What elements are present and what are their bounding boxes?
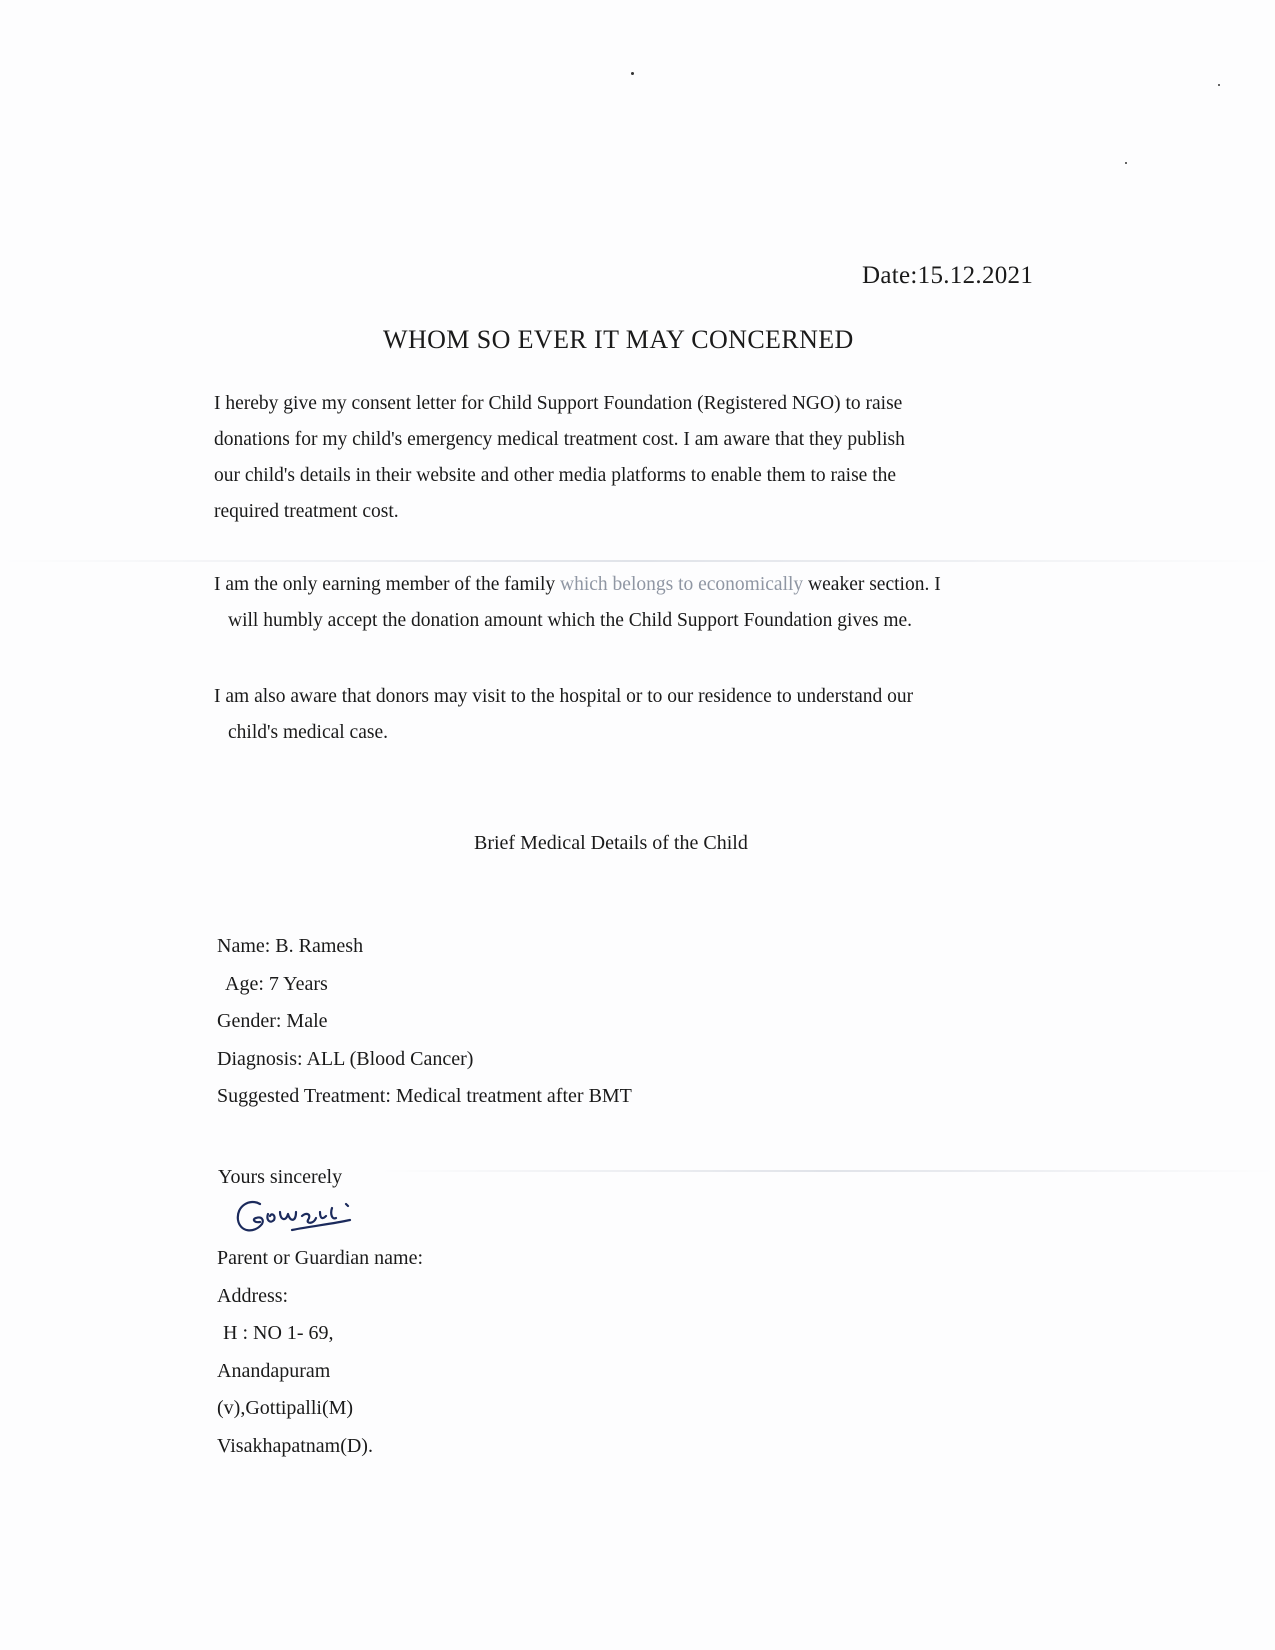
paragraph-line: our child's details in their website and other media platforms to enable them to raise the [214,465,897,486]
medical-details-list [217,928,632,1116]
address-line: Visakhapatnam(D). [217,1434,373,1457]
paragraph-line: child's medical case. [228,722,388,743]
child-age: Age: 7 Years [225,972,328,995]
address-line: Anandapuram [217,1359,331,1382]
consent-paragraph [214,386,1044,530]
address-line: (v),Gottipalli(M) [217,1397,354,1419]
scan-speck [1218,84,1220,86]
medical-details-heading: Brief Medical Details of the Child [474,832,748,854]
paragraph-line: required treatment cost. [214,501,399,522]
child-diagnosis: Diagnosis: ALL (Blood Cancer) [217,1047,474,1070]
suggested-treatment: Suggested Treatment: Medical treatment after BMT [217,1085,632,1107]
letter-title: WHOM SO EVER IT MAY CONCERNED [383,325,854,354]
scan-speck [1125,162,1127,164]
address-label: Address: [217,1284,289,1307]
closing-salutation: Yours sincerely [218,1166,343,1188]
address-line: H : NO 1- 69, [223,1322,334,1344]
paragraph-line: I am also aware that donors may visit to the hospital or to our residence to understand our [214,686,914,707]
handwritten-signature [232,1190,372,1240]
scan-speck [631,72,634,75]
guardian-name-label: Parent or Guardian name: [217,1247,424,1269]
faded-text: which belongs to economically [560,574,804,595]
paper-fold-line [0,560,1275,562]
donor-visit-paragraph [214,679,1044,751]
paragraph-line: donations for my child's emergency medical treatment cost. I am aware that they publish [214,429,905,450]
child-gender: Gender: Male [217,1010,328,1032]
paragraph-text: I am the only earning member of the family [214,574,561,595]
paragraph-line: will humbly accept the donation amount which the Child Support Foundation gives me. [228,610,913,631]
paper-fold-line [380,1170,1275,1172]
paragraph-line: I hereby give my consent letter for Child Support Foundation (Registered NGO) to raise [214,393,903,414]
signer-details [217,1240,423,1465]
letter-date: Date:15.12.2021 [862,262,1034,289]
paragraph-line [214,567,1044,603]
earning-member-paragraph [214,567,1044,639]
paragraph-text: weaker section. I [803,574,941,595]
child-name: Name: B. Ramesh [217,935,364,957]
